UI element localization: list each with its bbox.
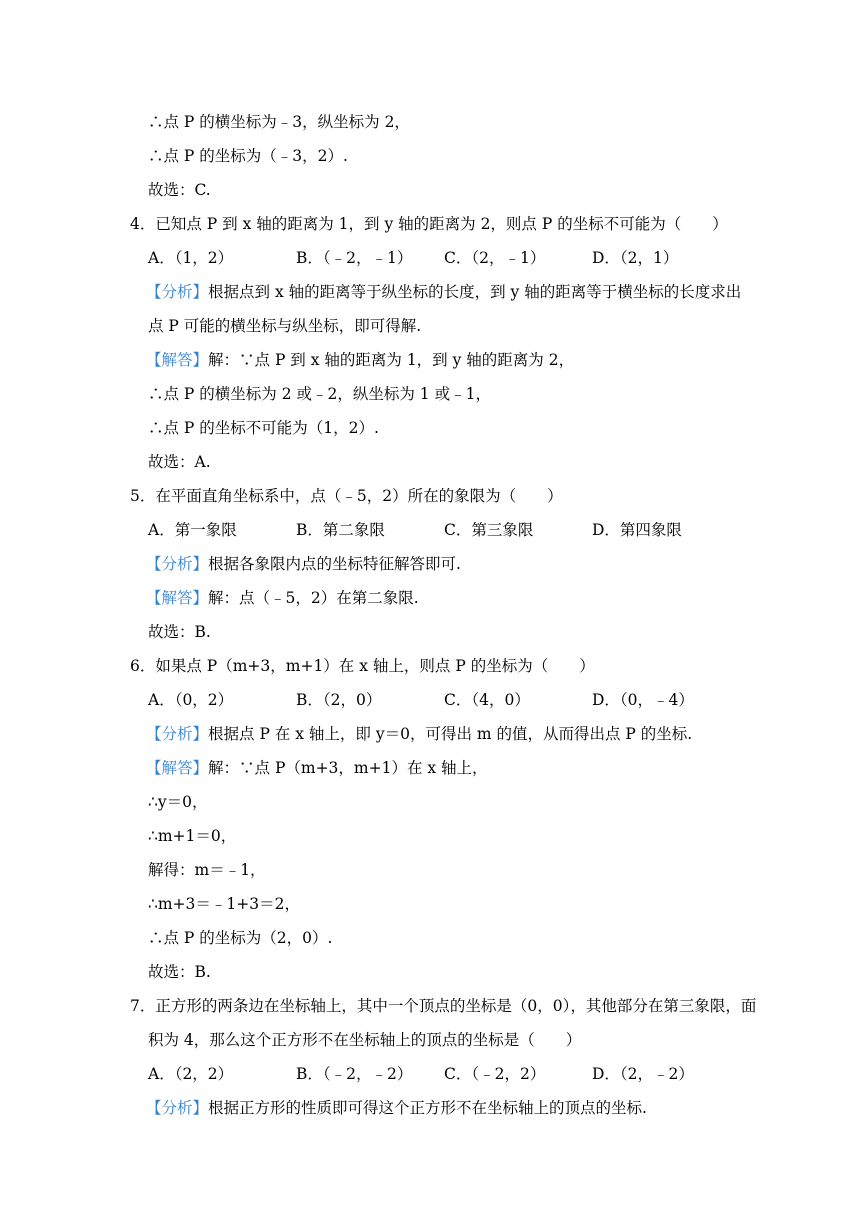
- q4-answer-line-2: ∴点 P 的横坐标为 2 或﹣2，纵坐标为 1 或﹣1，: [148, 385, 491, 403]
- q6-option-c: C．（4，0）: [444, 691, 530, 709]
- q5-option-d: D．第四象限: [592, 521, 682, 539]
- q6-answer-line-7: 故选：B.: [148, 963, 211, 981]
- q5-answer-line-2: 故选：B.: [148, 623, 211, 641]
- q3-line-1: ∴点 P 的横坐标为﹣3，纵坐标为 2，: [148, 113, 410, 131]
- q6-answer-line-5: ∴m+3＝﹣1+3＝2，: [148, 895, 300, 913]
- q4-option-d: D．（2，1）: [592, 249, 679, 267]
- q7-option-c: C．（﹣2，2）: [444, 1065, 546, 1083]
- q7-analysis-text: 根据正方形的性质即可得这个正方形不在坐标轴上的顶点的坐标.: [208, 1099, 647, 1117]
- analysis-tag: 【分析】: [146, 725, 209, 743]
- analysis-tag: 【分析】: [146, 283, 209, 301]
- q6-answer-line-1: [146, 758, 488, 778]
- answer-tag: 【解答】: [146, 351, 209, 369]
- q3-line-2: ∴点 P 的坐标为（﹣3，2）.: [148, 147, 348, 165]
- q4-answer-line-4: 故选：A.: [148, 453, 211, 471]
- q6-answer-line-4: 解得：m＝﹣1，: [148, 861, 266, 879]
- q7-stem-line-1: 7．正方形的两条边在坐标轴上，其中一个顶点的坐标是（0，0），其他部分在第三象限，面: [130, 997, 757, 1015]
- q4-stem: 4．已知点 P 到 x 轴的距离为 1，到 y 轴的距离为 2，则点 P 的坐标不可能为（ ）: [130, 215, 728, 233]
- q5-option-b: B．第二象限: [296, 521, 385, 539]
- q6-option-b: B．（2，0）: [296, 691, 382, 709]
- q6-answer-line-2: ∴y＝0，: [148, 793, 208, 811]
- q7-option-b: B．（﹣2，﹣2）: [296, 1065, 413, 1083]
- q4-analysis-line-2: 点 P 可能的横坐标与纵坐标，即可得解.: [148, 317, 422, 335]
- q4-option-c: C．（2，﹣1）: [444, 249, 546, 267]
- q6-option-a: A．（0，2）: [148, 691, 234, 709]
- q7-option-a: A．（2，2）: [148, 1065, 234, 1083]
- q7-analysis-line-1: [146, 1098, 647, 1118]
- q4-answer-line-3: ∴点 P 的坐标不可能为（1，2）.: [148, 419, 379, 437]
- q4-answer-line-1: [146, 350, 574, 370]
- q5-stem: 5．在平面直角坐标系中，点（﹣5，2）所在的象限为（ ）: [130, 487, 563, 505]
- q4-option-a: A．（1，2）: [148, 249, 234, 267]
- q6-stem: 6．如果点 P（m+3，m+1）在 x 轴上，则点 P 的坐标为（ ）: [130, 657, 595, 675]
- q6-answer-line-3: ∴m+1＝0，: [148, 827, 237, 845]
- q6-option-d: D．（0，﹣4）: [592, 691, 694, 709]
- q4-answer-text: 解：∵点 P 到 x 轴的距离为 1，到 y 轴的距离为 2，: [208, 351, 575, 369]
- q5-option-a: A．第一象限: [148, 521, 237, 539]
- q4-option-b: B．（﹣2，﹣1）: [296, 249, 413, 267]
- q6-analysis-text: 根据点 P 在 x 轴上，即 y＝0，可得出 m 的值，从而得出点 P 的坐标.: [208, 725, 693, 743]
- q6-answer-text: 解：∵点 P（m+3，m+1）在 x 轴上，: [208, 759, 488, 777]
- q7-stem-line-2: 积为 4，那么这个正方形不在坐标轴上的顶点的坐标是（ ）: [148, 1031, 582, 1049]
- q5-analysis-line-1: [146, 554, 461, 574]
- q7-option-d: D．（2，﹣2）: [592, 1065, 694, 1083]
- q4-analysis-line-1: [146, 282, 741, 302]
- q5-answer-line-1: [146, 588, 419, 608]
- q5-analysis-text: 根据各象限内点的坐标特征解答即可.: [208, 555, 461, 573]
- q6-analysis-line-1: [146, 724, 692, 744]
- analysis-tag: 【分析】: [146, 1099, 209, 1117]
- q5-option-c: C．第三象限: [444, 521, 534, 539]
- answer-tag: 【解答】: [146, 589, 209, 607]
- q4-analysis-text: 根据点到 x 轴的距离等于纵坐标的长度，到 y 轴的距离等于横坐标的长度求出: [208, 283, 742, 301]
- analysis-tag: 【分析】: [146, 555, 209, 573]
- q3-line-3: 故选：C.: [148, 181, 211, 199]
- q6-answer-line-6: ∴点 P 的坐标为（2，0）.: [148, 929, 333, 947]
- q5-answer-text: 解：点（﹣5，2）在第二象限.: [208, 589, 419, 607]
- answer-tag: 【解答】: [146, 759, 209, 777]
